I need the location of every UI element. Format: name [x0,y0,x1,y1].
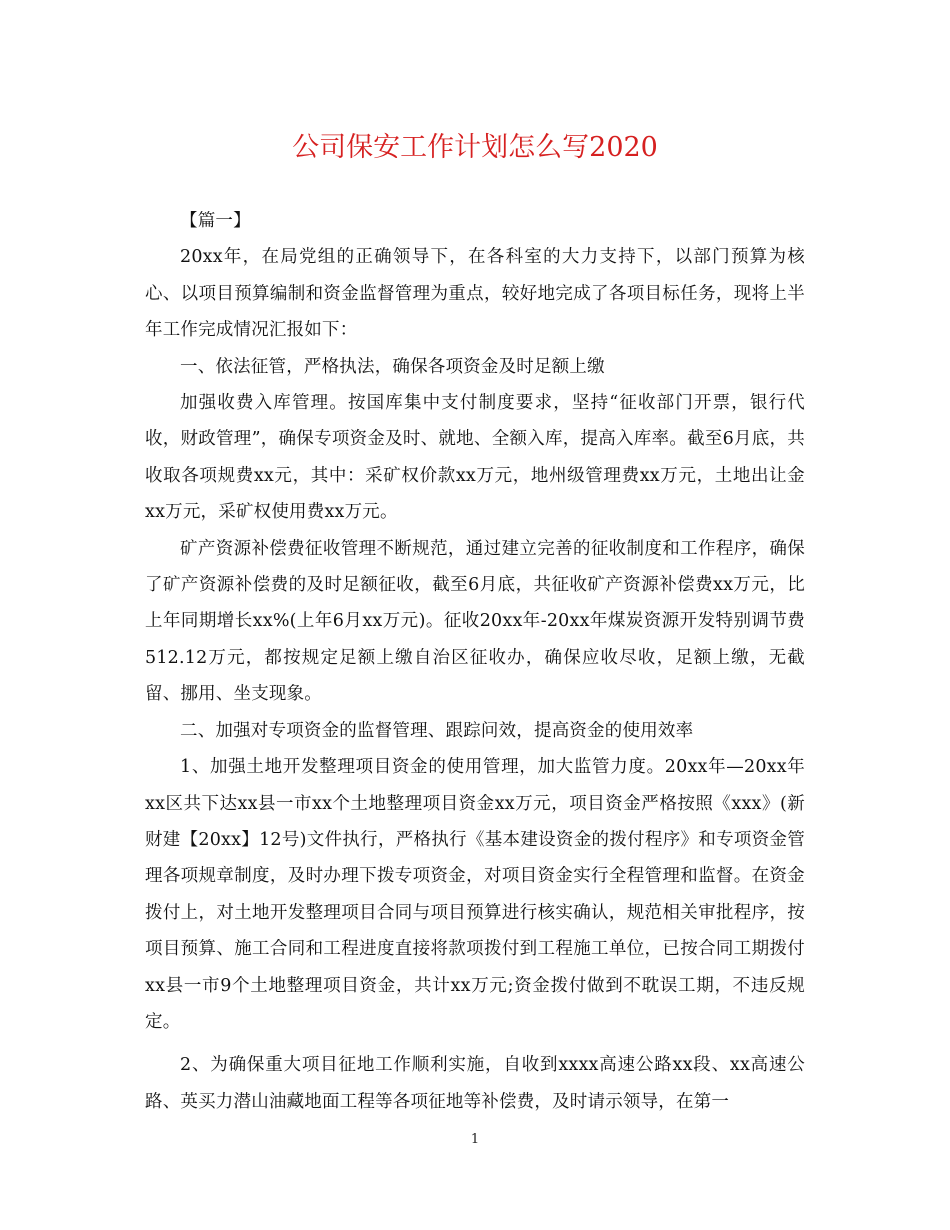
document-title: 公司保安工作计划怎么写2020 [292,132,658,163]
document-body [145,203,805,1120]
paragraph: 一、依法征管，严格执法，确保各项资金及时足额上缴 [180,356,605,377]
paragraph: 1、加强土地开发整理项目资金的使用管理，加大监管力度。20xx年—20xx年xx区共下达xx县一市xx个土地整理项目资金xx万元，项目资金严格按照《xxx》(新财建【20xx】12号)文件执行，严格执行《基本建设资金的拨付程序》和专项资金管理各项规章制度，及时办理下拨专项资金，对项目资金实行全程管理和监督。在资金拨付上，对土地开发整理项目合同与项目预算进行核实确认，规范相关审批程序，按项目预算、施工合同和工程进度直接将款项拨付到工程施工单位，已按合同工期拨付xx县一市9个土地整理项目资金，共计xx万元;资金拨付做到不耽误工期，不违反规定。 [145,757,805,1032]
paragraph: 二、加强对专项资金的监督管理、跟踪问效，提高资金的使用效率 [180,720,694,741]
paragraph: 20xx年，在局党组的正确领导下，在各科室的大力支持下，以部门预算为核心、以项目预算编制和资金监督管理为重点，较好地完成了各项目标任务，现将上半年工作完成情况汇报如下： [145,247,805,341]
section-heading: 【篇一】 [180,211,251,231]
paragraph: 矿产资源补偿费征收管理不断规范，通过建立完善的征收制度和工作程序，确保了矿产资源补偿费的及时足额征收，截至6月底，共征收矿产资源补偿费xx万元，比上年同期增长xx%(上年6月xx万元)。征收20xx年-20xx年煤炭资源开发特别调节费512.12万元，都按规定足额上缴自治区征收办，确保应收尽收，足额上缴，无截留、挪用、坐支现象。 [145,538,805,705]
paragraph: 加强收费入库管理。按国库集中支付制度要求，坚持“征收部门开票，银行代收，财政管理”，确保专项资金及时、就地、全额入库，提高入库率。截至6月底，共收取各项规费xx元，其中：采矿权价款xx万元，地州级管理费xx万元，土地出让金xx万元，采矿权使用费xx万元。 [145,393,805,523]
page-number: 1 [470,1132,480,1147]
paragraph: 2、为确保重大项目征地工作顺利实施，自收到xxxx高速公路xx段、xx高速公路、英买力潜山油藏地面工程等各项征地等补偿费，及时请示领导，在第一 [145,1055,805,1112]
